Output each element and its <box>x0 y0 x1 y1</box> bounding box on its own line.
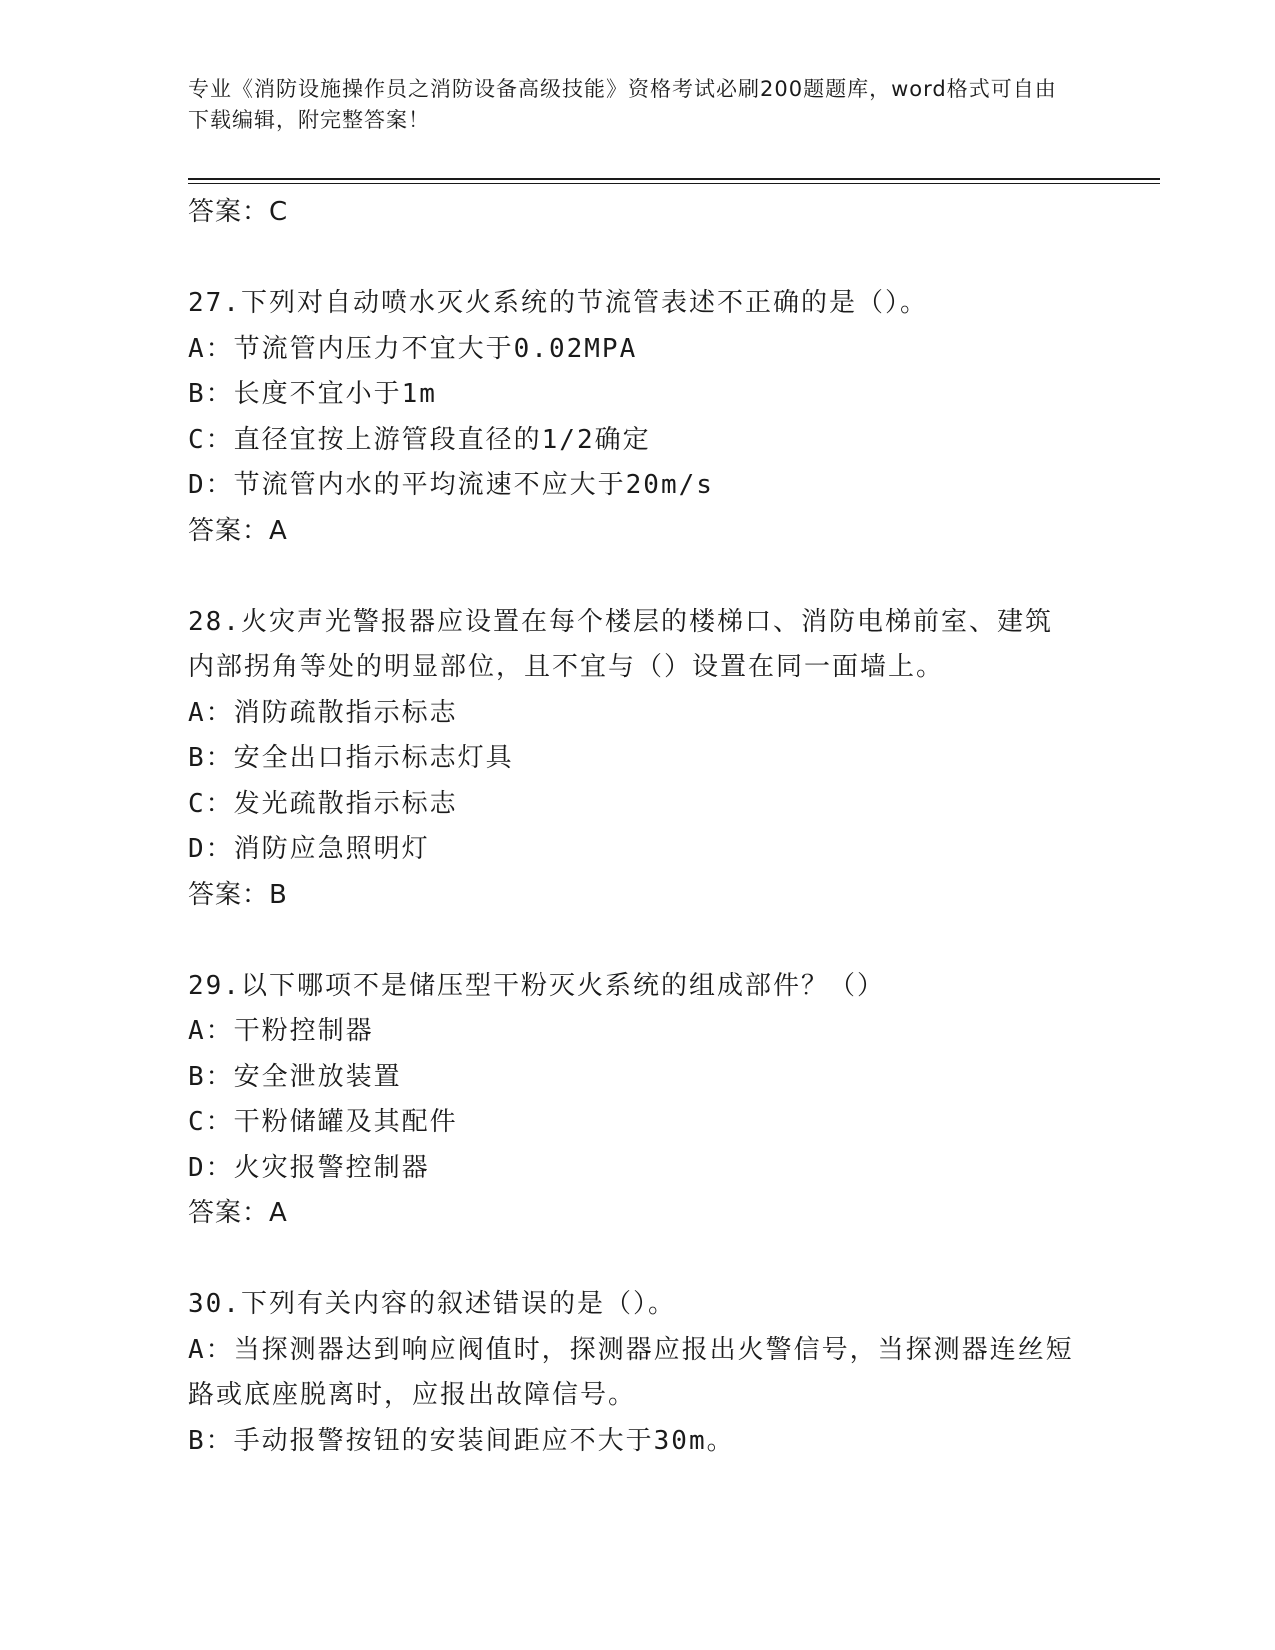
option-d: D：节流管内水的平均流速不应大于20m/s <box>188 470 714 500</box>
option-a: A：当探测器达到响应阀值时，探测器应报出火警信号，当探测器连丝短路或底座脱离时，应报出故障信号。 <box>188 1334 1074 1410</box>
option-c: C：直径宜按上游管段直径的1/2确定 <box>188 424 651 455</box>
option-b: B：安全出口指示标志灯具 <box>188 743 514 773</box>
question-stem: 30.下列有关内容的叙述错误的是（）。 <box>188 1289 676 1319</box>
option-c: C：干粉储罐及其配件 <box>188 1107 458 1137</box>
question-block <box>188 1282 1088 1464</box>
option-d: D：火灾报警控制器 <box>188 1152 430 1183</box>
header-divider <box>188 178 1160 180</box>
answer-line: 答案：C <box>188 197 289 227</box>
option-a: A：干粉控制器 <box>188 1016 374 1046</box>
document-header: 专业《消防设施操作员之消防设备高级技能》资格考试必刷200题题库，word格式可自由下载编辑，附完整答案！ <box>188 77 1057 132</box>
question-block <box>188 964 1088 1237</box>
option-b: B：长度不宜小于1m <box>188 379 437 409</box>
option-a: A：消防疏散指示标志 <box>188 697 458 728</box>
answer-line: 答案：A <box>188 515 288 546</box>
option-b: B：安全泄放装置 <box>188 1061 402 1092</box>
option-c: C：发光疏散指示标志 <box>188 788 458 819</box>
question-stem: 28.火灾声光警报器应设置在每个楼层的楼梯口、消防电梯前室、建筑内部拐角等处的明显部位，且不宜与（）设置在同一面墙上。 <box>188 606 1053 682</box>
header-divider-thin <box>188 183 1160 184</box>
document-body <box>188 190 1088 1510</box>
option-a: A：节流管内压力不宜大于0.02MPA <box>188 333 638 364</box>
question-block <box>188 281 1088 554</box>
question-block <box>188 600 1088 918</box>
option-b: B：手动报警按钮的安装间距应不大于30m。 <box>188 1425 735 1456</box>
answer-line: 答案：B <box>188 879 288 910</box>
answer-line: 答案：A <box>188 1198 288 1228</box>
question-stem: 27.下列对自动喷水灭火系统的节流管表述不正确的是（）。 <box>188 288 928 318</box>
question-stem: 29.以下哪项不是储压型干粉灭火系统的组成部件？（） <box>188 970 885 1001</box>
option-d: D：消防应急照明灯 <box>188 834 430 864</box>
